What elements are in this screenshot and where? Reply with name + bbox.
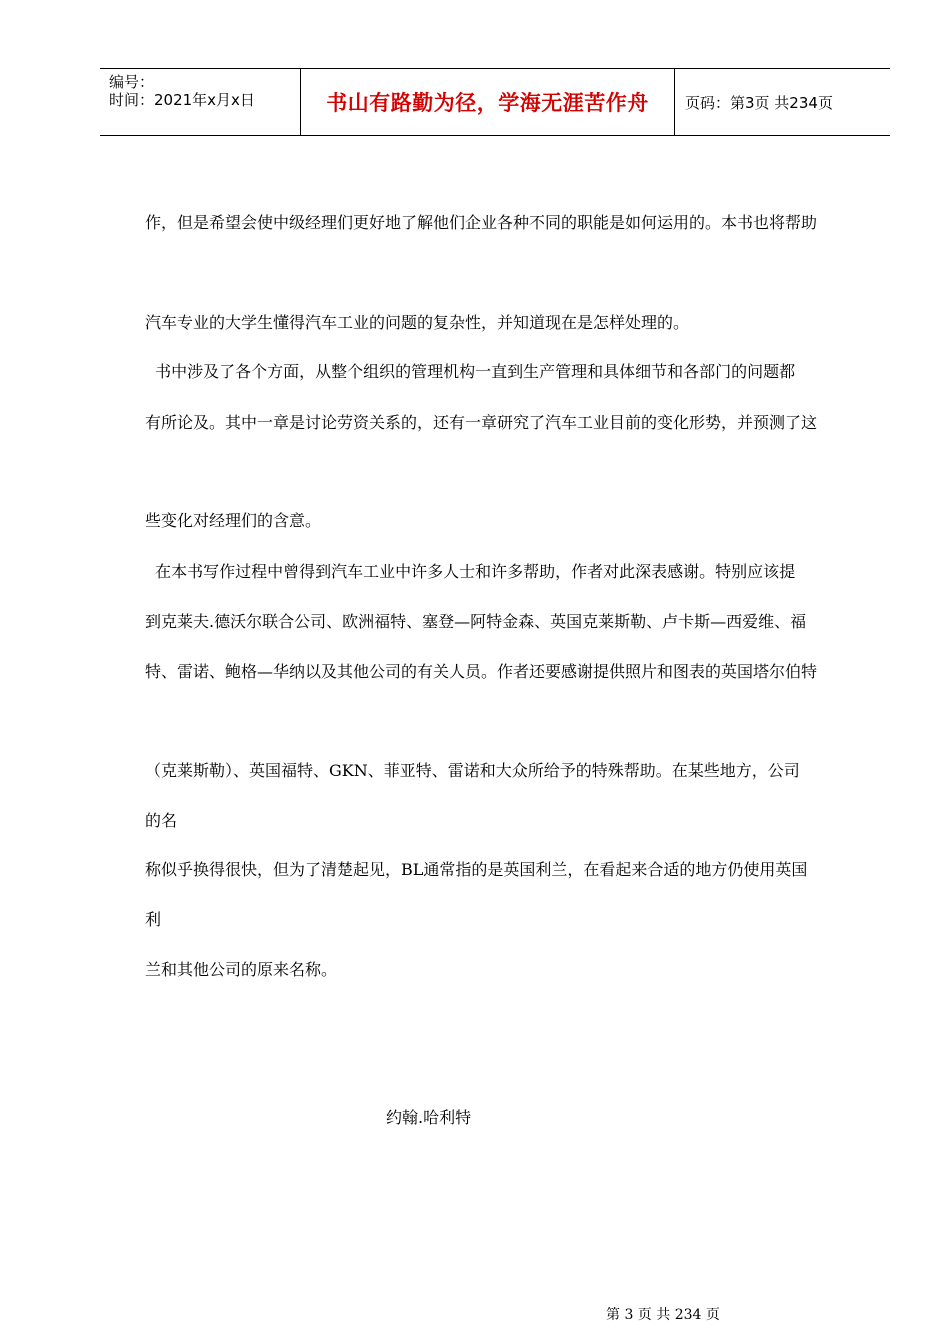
body-line-13: 兰和其他公司的原来名称。 [145,960,338,979]
body-line-1: 作，但是希望会使中级经理们更好地了解他们企业各种不同的职能是如何运用的。本书也将帮助 [145,213,818,232]
body-line-7: 到克莱夫.德沃尔联合公司、欧洲福特、塞登—阿特金森、英国克莱斯勒、卢卡斯—西爱维、福 [145,612,807,631]
body-line-10: 的名 [145,811,178,830]
time-label: 时间：2021年x月x日 [109,91,255,109]
page-footer: 第 3 页 共 234 页 [606,1307,720,1323]
body-line-11: 称似乎换得很快，但为了清楚起见，BL通常指的是英国利兰，在看起来合适的地方仍使用英国 [145,860,808,879]
header-meta [100,69,301,135]
body-line-3: 书中涉及了各个方面，从整个组织的管理机构一直到生产管理和具体细节和各部门的问题都 [145,362,796,381]
author-signature: 约翰.哈利特 [386,1108,472,1127]
motto-title: 书山有路勤为径，学海无涯苦作舟 [301,69,675,135]
page-info: 页码：第3页 共234页 [685,93,833,112]
number-label: 编号： [109,73,155,91]
body-line-12: 利 [145,910,162,929]
body-line-6: 在本书写作过程中曾得到汽车工业中许多人士和许多帮助，作者对此深表感谢。特别应该提 [145,562,796,581]
body-line-9: （克莱斯勒）、英国福特、GKN、菲亚特、雷诺和大众所给予的特殊帮助。在某些地方，公司 [145,761,800,780]
page-header [100,68,890,136]
body-line-2: 汽车专业的大学生懂得汽车工业的问题的复杂性，并知道现在是怎样处理的。 [145,313,690,332]
body-line-5: 些变化对经理们的含意。 [145,511,322,530]
body-line-8: 特、雷诺、鲍格—华纳以及其他公司的有关人员。作者还要感谢提供照片和图表的英国塔尔伯特 [145,662,818,681]
body-line-4: 有所论及。其中一章是讨论劳资关系的，还有一章研究了汽车工业目前的变化形势，并预测了这 [145,413,818,432]
